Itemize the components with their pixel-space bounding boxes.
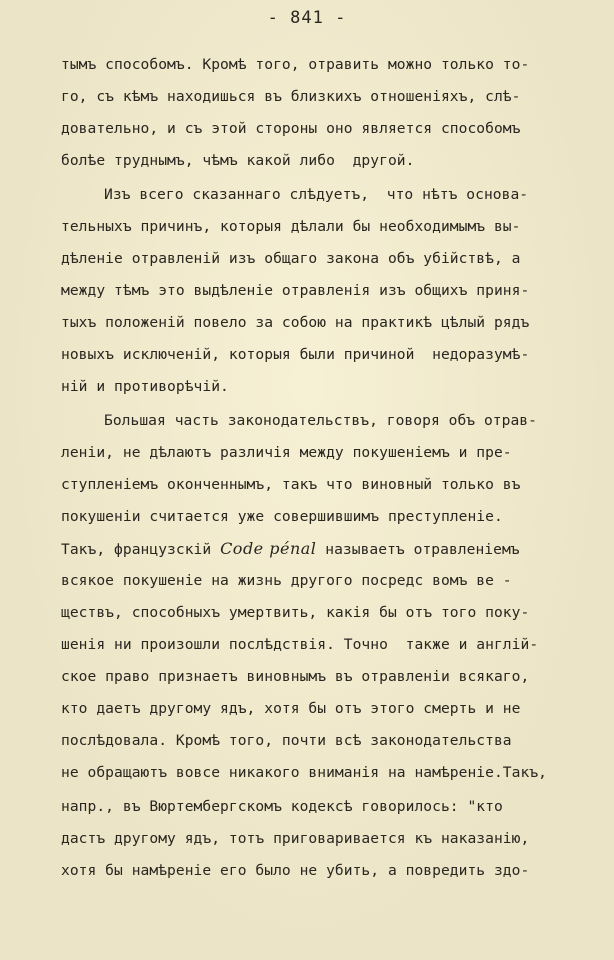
- text-line-with-insert: [61, 539, 520, 560]
- text-line: между тѣмъ это выдѣленіе отравленія изъ общихъ приня-: [61, 282, 530, 299]
- text-line: ское право признаетъ виновнымъ въ отравленіи всякаго,: [61, 668, 530, 685]
- text-line: послѣдовала. Кромѣ того, почти всѣ законодательства: [61, 732, 512, 749]
- text-fragment: Такъ, французскій: [61, 541, 221, 558]
- text-line: кто даетъ другому ядъ, хотя бы отъ этого смерть и не: [61, 700, 521, 717]
- text-line: ществъ, способныхъ умертвить, какія бы отъ того поку-: [61, 604, 530, 621]
- text-line: покушеніи считается уже совершившимъ преступленіе.: [61, 508, 503, 525]
- text-line: болѣе труднымъ, чѣмъ какой либо другой.: [61, 152, 415, 169]
- text-line: Изъ всего сказаннаго слѣдуетъ, что нѣтъ основа-: [104, 186, 529, 203]
- text-line: довательно, и съ этой стороны оно является способомъ: [61, 120, 521, 137]
- text-line: дастъ другому ядъ, тотъ приговаривается къ наказанію,: [61, 830, 530, 847]
- text-line: тыхъ положеній повело за собою на практикѣ цѣлый рядъ: [61, 314, 530, 331]
- text-line: всякое покушеніе на жизнь другого посредс вомъ ве -: [61, 572, 512, 589]
- text-line: тымъ способомъ. Кромѣ того, отравить можно только то-: [61, 56, 530, 73]
- text-line: го, съ кѣмъ находишься въ близкихъ отношеніяхъ, слѣ-: [61, 88, 521, 105]
- text-line: напр., въ Вюртембергскомъ кодексѣ говорилось: "кто: [61, 798, 503, 815]
- text-fragment: называетъ отравленіемъ: [316, 541, 520, 558]
- text-line: не обращаютъ вовсе никакого вниманія на намѣреніе.Такъ,: [61, 764, 547, 781]
- text-line: тельныхъ причинъ, которыя дѣлали бы необходимымъ вы-: [61, 218, 521, 235]
- text-line: леніи, не дѣлаютъ различія между покушеніемъ и пре-: [61, 444, 512, 461]
- text-line: дѣленіе отравленій изъ общаго закона объ убійствѣ, а: [61, 250, 521, 267]
- page-number: - 841 -: [267, 8, 347, 28]
- text-line: ній и противорѣчій.: [61, 378, 229, 395]
- text-line: новыхъ исключеній, которыя были причиной недоразумѣ-: [61, 346, 530, 363]
- text-line: ступленіемъ оконченнымъ, такъ что виновный только въ: [61, 476, 521, 493]
- text-line: Большая часть законодательствъ, говоря объ отрав-: [104, 412, 537, 429]
- text-line: хотя бы намѣреніе его было не убить, а повредить здо-: [61, 862, 530, 879]
- text-line: шенія ни произошли послѣдствія. Точно также и англій-: [61, 636, 539, 653]
- handwritten-insert: Code pénal: [220, 539, 317, 558]
